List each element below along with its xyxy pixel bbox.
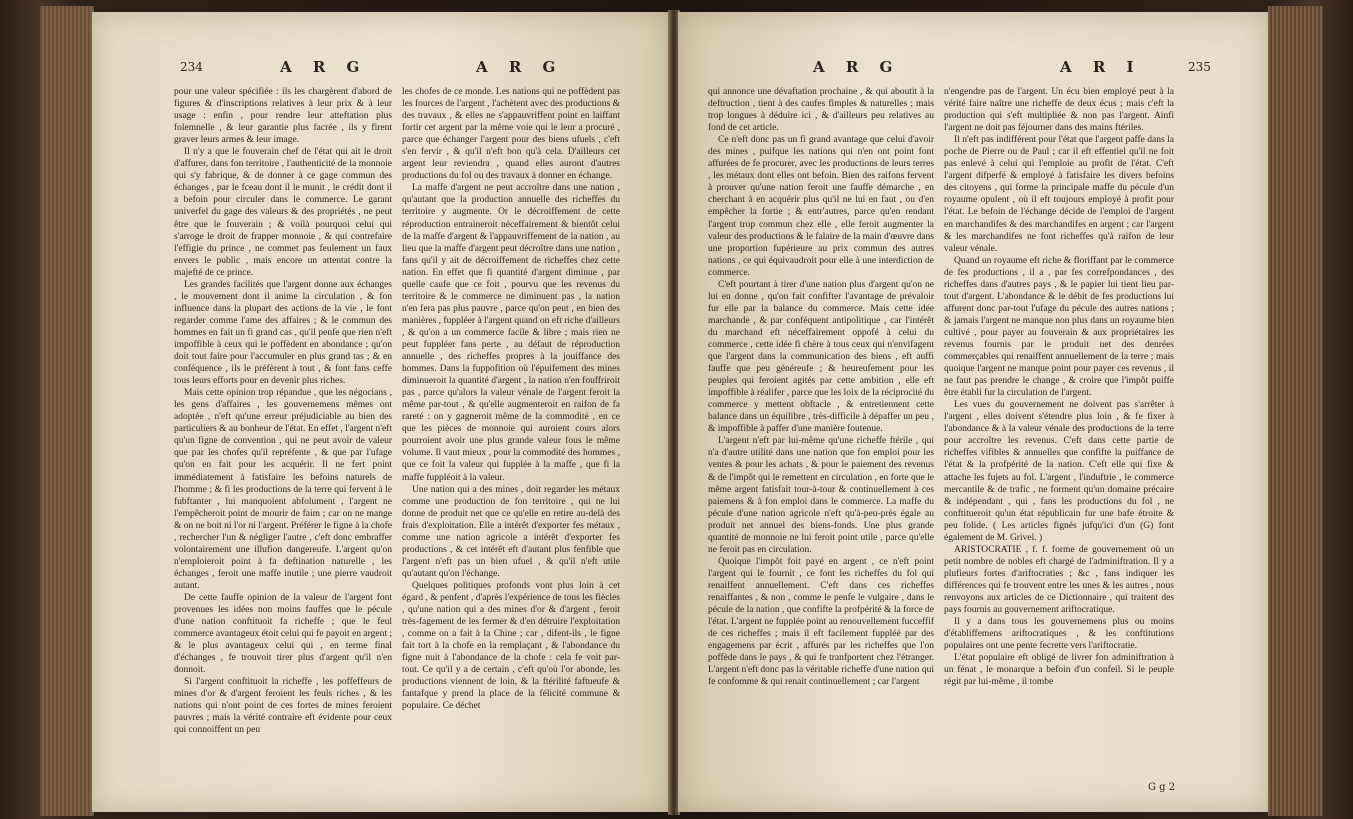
- paragraph: La maffe d'argent ne peut accroître dans une nation , qu'autant que la production annuelle des richeffes du territoire y augmente. Or le décroiffement de cette réproduction entraineroit néceffairement & bientôt celui de la maffe d'argent & l'appauvriffement de la nation , au lieu que la maffe d'argent peut décroître dans une nation , fans qu'il y ait de décroiffement de richeffes chez cette nation. En effet que fi quantité d'argent diminue , par quelle caufe que ce foit , pourvu que les revenus du territoire & le commerce ne diminuent pas , la nation n'en fera pas plus pauvre , parce qu'on peut , en bien des manières , fuppléer à l'argent quand on eft riche d'ailleurs , & qu'on a un commerce facile & libre ; mais rien ne peut fuppléer fans perte , au défaut de réproduction annuelle , des richeffes propres à la jouiffance des hommes. Dans la fuppofition où l'épuifement des mines diminueroit la quantité d'argent , la nation n'en fouffriroit pas , parce qu'alors la valeur vénale de l'argent feroit la même par-tout , & qu'elle augmenteroit en raifon de fa rareté : on y gagneroit même de la commodité , en ce que les pièces de monnoie qui auroient cours alors pourroient avoir une plus grande valeur fous le même volume. Il vaut mieux , pour la commodité des hommes , que ce foit la valeur qui fupplée à la maffe , que fi la maffe fuppléoit à la valeur.: [402, 183, 620, 483]
- paragraph: C'eft pourtant à tirer d'une nation plus d'argent qu'on ne lui en donne , qu'on fait confifter l'avantage de prévaloir fur elle par la balance du commerce. Mais cette idée marchande , & par conféquent antipolitique , car l'intérêt du marchand eft néceffairement oppofé à celui du commerce , cette idée fi chère à tous ceux qui n'envifagent que l'argent dans la communication des biens , eft auffi fauffe que peu généreufe ; & heureufement pour les peuples qui feroient agités par cette ambition , elle eft impoffible à réalifer , parce que les loix de la réciprocité du commerce y mettent obftacle , & entretiennent cette balance dans un équilibre , très-difficile à dépaffer un peu , & impoffible à paffer d'une manière foutenue.: [708, 279, 934, 435]
- right-page: [678, 12, 1268, 812]
- paragraph: les chofes de ce monde. Les nations qui ne poffèdent pas les fources de l'argent , l'achètent avec des productions & des travaux , & elles ne s'appauvriffent point en laiffant fortir cet argent par la même voie qui le leur a procuré , parce que échanger l'argent pour des biens ufuels , c'eft s'en fervir , & qu'il n'eft bon qu'à cela. D'ailleurs cet argent leur reviendra , quand elles auront d'autres productions du fol ou des travaux à donner en échange.: [402, 87, 620, 182]
- paragraph: Quand un royaume eft riche & floriffant par le commerce de fes productions , il a , par fes correfpondances , des richeffes dans d'autres pays , & le papier lui tient lieu par-tout d'argent. L'abondance & le débit de fes productions lui affurent donc par-tout l'ufage du pécule des autres nations ; & jamais l'argent ne manque non plus dans un royaume bien cultivé , pour payer au fouverain & aux propriétaires les revenus fournis par le produit net des denrées commerçables qui renaiffent annuellement de la terre ; mais quoique l'argent ne manque point pour payer ces revenus , il ne faut pas prendre le change , & croire que l'impôt puiffe être établi fur la circulation de l'argent.: [944, 255, 1174, 399]
- running-head-right: A R I: [1060, 58, 1142, 76]
- paragraph: Une nation qui a des mines , doit regarder les métaux comme une production de fon territoire , qui ne lui donne de produit net que ce qu'elle en retire au-delà des frais d'exploitation. Elle a intérêt d'exporter fes métaux , comme une nation agricole a intérêt d'exporter fes productions , & cet intérêt eft d'autant plus fenfible que l'argent n'eft pas un bien ufuel , & qu'il n'eft utile qu'autant qu'on l'échange.: [402, 484, 620, 579]
- paragraph: Ce n'eft donc pas un fi grand avantage que celui d'avoir des mines , puifque les nations qui n'en ont point font affurées de fe procurer, avec les productions de leurs terres , les métaux dont elles ont befoin. Bien des raifons fervent à prouver qu'une nation feroit une fauffe démarche , en cherchant à en acquérir plus qu'il ne lui en faut , ou d'en empêcher la fortie ; & entr'autres, parce qu'en rendant l'argent trop commun chez elle , elle feroit augmenter la valeur des productions & le falaire de la main d'œuvre dans une proportion fupérieure au prix commun des autres nations , ce qui équivaudroit pour elle à une interdiction de commerce.: [708, 135, 934, 278]
- paragraph: L'état populaire eft obligé de livrer fon adminiftration à un fénat , le monarque a befoin d'un confeil. Si le peuple régit par lui-même , il tombe: [944, 653, 1174, 688]
- right-page-header: [678, 58, 1268, 82]
- paragraph: Il n'y a que le fouverain chef de l'état qui ait le droit d'affurer, dans fon territoire , l'authenticité de la monnoie qui s'y fabrique, & de donner à ce gage commun des échanges , par le fceau dont il le munit , le crédit dont il a befoin pour circuler dans le commerce. Le garant univerfel du gage des valeurs & des propriétés , ne peut être que le fouverain ; & voilà pourquoi celui qui s'arroge le droit de frapper monnoie , & qui contrefaire l'effigie du prince , ne commet pas feulement un faux envers le public , mais encore un attentat contre la majefté de ce prince.: [174, 147, 392, 278]
- paragraph: Il y a dans tous les gouvernemens plus ou moins d'établiffemens ariftocratiques , & les conftitutions populaires ont une pente fecrette vers l'ariftocratie.: [944, 617, 1174, 652]
- paragraph: Les grandes facilités que l'argent donne aux échanges , le mouvement dont il anime la circulation , & fon influence dans la plupart des actions de la vie , le font regarder comme l'ame des affaires ; & le commun des hommes en fait un fi grand cas , qu'il penfe que rien n'eft impoffible à ceux qui le poffèdent en abondance ; qu'on doit tout faire pour l'accumuler en plus grand tas ; & en conféquence , ils le préfèrent à tout , & font fans ceffe tous leurs efforts pour en devenir plus riches.: [174, 279, 392, 387]
- paragraph: Les vues du gouvernement ne doivent pas s'arrêter à l'argent , elles doivent s'étendre plus loin , & fe fixer à l'abondance & à la valeur vénale des productions de la terre pour accroître les revenus. C'eft dans cette partie de richeffes vifibles & annuelles que confifte la puiffance de l'état & la profpérité de la nation. C'eft elle qui fixe & attache les fujets au fol. L'argent , l'induftrie , le commerce mercantile & de trafic , ne forment qu'un domaine précaire & indépendant , qui , fans les productions du fol , ne conftitueroit qu'un état républicain fur une bafe étroite & peu folide. ( Les articles fignés jufqu'ici d'un (G) font également de M. Grivel. ): [944, 400, 1174, 543]
- left-page-edges: [40, 6, 94, 816]
- running-head-left: A R G: [280, 58, 368, 76]
- right-page-column-2: [944, 86, 1174, 806]
- right-page-column-1: [708, 86, 934, 806]
- paragraph: n'engendre pas de l'argent. Un écu bien employé peut à la vérité faire naître une richeffe de deux écus ; mais c'eft la production qui s'eft multipliée & non pas l'argent. Ainfi l'argent ne doit pas féjourner dans des mains ftériles.: [944, 87, 1174, 134]
- paragraph: pour une valeur spécifiée : ils les chargèrent d'abord de figures & d'inscriptions relatives à leur prix & à leur usage : enfin , pour rendre leur atteftation plus folemnelle , & leur garantie plus facrée , ils y firent graver leurs armes & leur image.: [174, 87, 392, 146]
- left-page-header: [92, 58, 670, 82]
- page-number: 235: [1188, 60, 1211, 74]
- running-head-left: A R G: [813, 58, 901, 76]
- left-page-column-1: [174, 86, 392, 806]
- paragraph: ARISTOCRATIE , f. f. forme de gouvernement où un petit nombre de nobles eft chargé de l'adminiftration. Il y a plufieurs fortes d'ariftocraties ; &c , fans indiquer les différences qui fe trouvent entre les unes & les autres , nous renvoyons aux articles de ce Dictionnaire , qui traitent des pays fournis au gouvernement ariftocratique.: [944, 544, 1174, 616]
- paragraph: Il n'eft pas indifférent pour l'état que l'argent paffe dans la poche de Pierre ou de Paul ; car il eft effentiel qu'il ne foit pas enlevé à celui qui l'emploie au profit de l'état. C'eft l'argent difperfé & employé à fatisfaire les divers befoins des citoyens , qui forme la principale maffe du pécule d'un royaume opulent , où il eft toujours employé à profit pour l'état. Le befoin de l'échange décide de l'emploi de l'argent en marchandifes & des marchandifes en argent ; car l'argent & les marchandifes ne font richeffes qu'à raifon de leur valeur vénale.: [944, 135, 1174, 254]
- right-page-edges: [1268, 6, 1323, 816]
- running-head-right: A R G: [476, 58, 564, 76]
- paragraph: qui annonce une dévaftation prochaine , & qui aboutit à la deftruction , tient à des caufes fimples & naturelles ; mais trop longues à déduire ici , & d'ailleurs peu relatives au fond de cet article.: [708, 87, 934, 134]
- paragraph: Si l'argent conftituoit la richeffe , les poffeffeurs de mines d'or & d'argent feroient les feuls riches , & les nations qui n'ont point de ces fortes de mines feroient pauvres ; mais la vérité contraire eft évidente pour ceux qui connoiffent un peu: [174, 677, 392, 736]
- page-number: 234: [180, 60, 203, 74]
- paragraph: Quelques politiques profonds vont plus loin à cet égard , & penfent , d'après l'expérience de tous les fiècles , qu'une nation qui a des mines d'or & d'argent , feroit très-fagement de les fermer & d'en détruire l'exploitation , comme on a fait à la Chine ; car , difent-ils , le figne fait tort à la chofe en la remplaçant , & l'abondance du figne nuit à l'abondance de la chofe : cela fe voit par-tout. Ce qu'il y a de certain , c'eft qu'où l'or abonde, les productions viennent de loin, & la ftérilité faftueufe & fantafque y prend la place de la félicité commune & populaire. Ce déchet: [402, 580, 620, 712]
- left-page: [92, 12, 670, 812]
- paragraph: Quoique l'impôt foit payé en argent , ce n'eft point l'argent qui le fournit , ce font les richeffes du fol qui renaiffent annuellement. C'eft dans ces richeffes renaiffantes , & non , comme le penfe le vulgaire , dans le pécule de la nation , que confifte la profpérité & la force de l'état. L'argent ne fupplée point au renouvellement fucceffif de ces richeffes ; mais il eft facilement fuppléé par des engagemens par écrit , affurés par les richeffes que l'on poffède dans le pays , & qui fe tranfportent chez l'étranger. L'argent n'eft donc pas la véritable richeffe d'une nation qui fe confomme & qui renait continuellement ; car l'argent: [708, 556, 934, 688]
- signature-mark: G g 2: [1148, 782, 1176, 793]
- paragraph: Mais cette opinion trop répandue , que les négocians , les gens d'affaires , les gouvernemens mêmes ont adoptée , n'eft qu'une erreur préjudiciable au bien des particuliers & au bonheur de l'état. En effet , l'argent n'eft qu'un figne de convention , qui ne peut avoir de valeur que par les chofes qu'il repréfente , & que par l'ufage qu'on en fait pour les acquérir. Il ne fert point immédiatement à fatisfaire les befoins naturels de l'homme ; & fi les productions de la terre qui fervent à le fubftanter , lui manquoient abfolument , l'argent ne l'empêcheroit point de mourir de faim ; car on ne mange & on ne boit ni l'or ni l'argent. Préférer le figne à la chofe , rechercher l'un & négliger l'autre , c'eft donc embraffer volontairement une illufion dangereufe. L'argent qu'on n'emploieroit point à fa deftination naturelle , les échanges , feroit une maffe inutile ; une pierre vaudroit autant.: [174, 388, 392, 591]
- paragraph: De cette fauffe opinion de la valeur de l'argent font provenues les idées non moins fauffes que le pécule d'une nation conftituoit fa richeffe ; que le feul commerce avantageux étoit celui qui fe payoit en argent ; & le plus avantageux celui qui , en terme final d'échanges , fe trouvoit tirer plus d'argent qu'il n'en donnoit.: [174, 592, 392, 676]
- paragraph: L'argent n'eft par lui-même qu'une richeffe ftérile , qui n'a d'autre utilité dans une nation que fon emploi pour les ventes & pour les achats , & pour le paiement des revenus & de l'impôt qui le remettent en circulation , en forte que le même argent fatisfait tour-à-tour & continuellement à ces paiemens & à fon emploi dans le commerce. La maffe du pécule d'une nation agricole n'eft qu'à-peu-près égale au produit net annuel des biens-fonds. Une plus grande quantité de monnoie ne lui feroit point utile , parce qu'elle ne feroit pas en circulation.: [708, 436, 934, 555]
- left-page-column-2: [402, 86, 620, 806]
